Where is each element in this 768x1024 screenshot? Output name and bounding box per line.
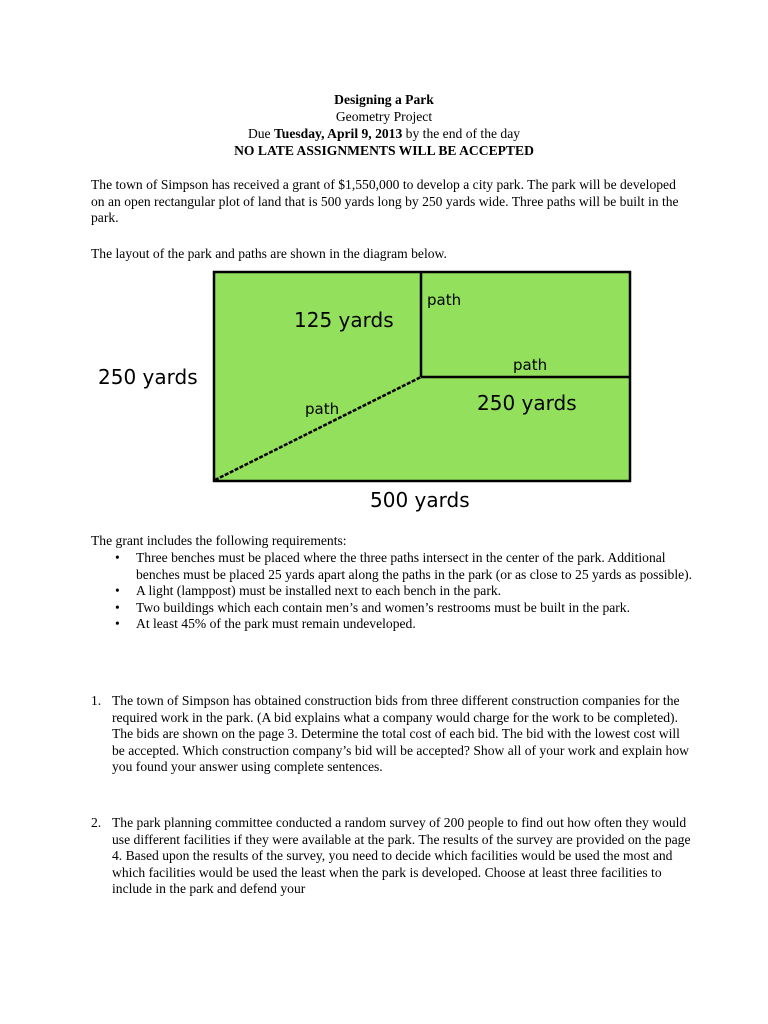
path-label-diagonal: path	[305, 400, 340, 418]
question-text: The town of Simpson has obtained construction bids from three different construction companies for the required work in the park. (A bid explains what a company would charge for the work to be completed). The bids are shown on the page 3. Determine the total cost of each bid. The bid with the lowest cost will be accepted. Which construction company’s bid will be accepted? Show all of your work and explain how you found your answer using complete sentences.	[112, 693, 689, 774]
due-date: Tuesday, April 9, 2013	[273, 126, 403, 141]
list-item	[91, 550, 701, 583]
document-subtitle: Geometry Project	[335, 109, 433, 124]
park-diagram	[90, 262, 690, 524]
list-item	[91, 583, 701, 600]
requirement-text: A light (lamppost) must be installed next to each bench in the park.	[136, 583, 502, 598]
list-item	[91, 616, 701, 633]
list-item	[91, 600, 701, 617]
due-line	[0, 125, 768, 142]
question-item	[91, 693, 691, 776]
question-text: The park planning committee conducted a random survey of 200 people to find out how often they would use different facilities if they were available at the park. The results of the survey are provided on the page 4. Based upon the results of the survey, you need to decide which facilities would be used the most and which facilities would be used the least when the park is developed. Choose at least three facilities to include in the park and defend your	[112, 815, 691, 896]
width-label: 500 yards	[370, 488, 470, 512]
question-1	[91, 693, 691, 776]
layout-sentence: The layout of the park and paths are shown in the diagram below.	[91, 246, 447, 261]
requirement-text: At least 45% of the park must remain undeveloped.	[136, 616, 416, 631]
requirements-list	[91, 550, 701, 633]
due-suffix: by the end of the day	[402, 126, 521, 141]
requirements-intro: The grant includes the following requirements:	[91, 533, 347, 548]
park-diagram-svg	[90, 262, 690, 524]
path-label-horizontal: path	[513, 356, 548, 374]
bullet-icon: •	[115, 599, 120, 615]
height-label: 250 yards	[98, 365, 198, 389]
bullet-icon: •	[115, 550, 120, 565]
question-item	[91, 815, 691, 898]
area-label-125-yards: 125 yards	[294, 308, 394, 332]
area-label-250-yards: 250 yards	[477, 391, 577, 415]
bullet-icon: •	[115, 616, 120, 631]
question-number: 1.	[91, 693, 102, 708]
question-2	[91, 815, 691, 898]
intro-paragraph: The town of Simpson has received a grant of $1,550,000 to develop a city park. The park will be developed on an open rectangular plot of land that is 500 yards long by 250 yards wide. Three paths will be built in the park.	[91, 177, 679, 225]
requirement-text: Three benches must be placed where the three paths intersect in the center of the park. Additional benches must be placed 25 yards apart along the paths in the park (or as close to 25 yards as possible).	[136, 550, 693, 582]
document-title: Designing a Park	[334, 92, 434, 107]
late-warning: NO LATE ASSIGNMENTS WILL BE ACCEPTED	[234, 143, 534, 158]
requirement-text: Two buildings which each contain men’s and women’s restrooms must be built in the park.	[136, 599, 631, 615]
document-header	[0, 91, 768, 159]
bullet-icon: •	[115, 583, 120, 598]
due-prefix: Due	[247, 126, 274, 141]
path-label-vertical: path	[427, 291, 462, 309]
question-number: 2.	[91, 815, 102, 830]
